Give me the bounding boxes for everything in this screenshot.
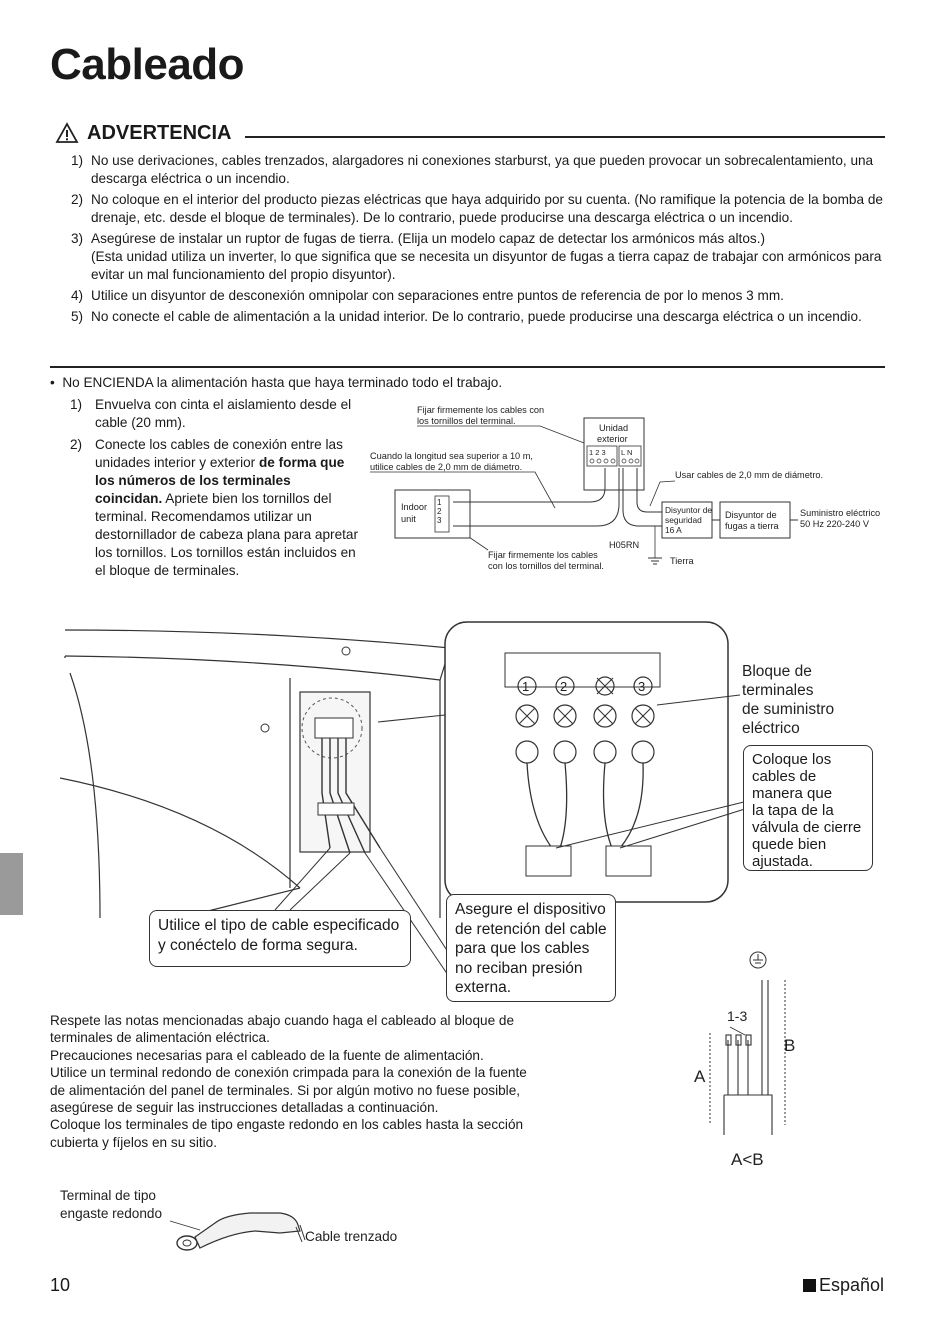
warning-item: 1) No use derivaciones, cables trenzados, alargadores ni conexiones starburst, ya que pueden provocar un sobrecalentamiento, una descarga eléctrica o un incendio. [71,153,874,186]
steps-list [70,396,360,584]
outdoor-terms: 1 2 3 [589,448,606,457]
warning-header [55,122,885,148]
cable-label: Cable trenzado [305,1229,398,1244]
step-item: 1) Envuelva con cinta el aislamiento desde el cable (20 mm). [70,397,352,430]
terminal-label-l2: engaste redondo [60,1206,163,1221]
ground-label: Tierra [670,556,694,566]
use-cables-label: Usar cables de 2,0 mm de diámetro. [675,470,824,480]
strip-label-13: 1-3 [727,1008,748,1024]
terminal-block-l2: terminales [742,682,814,699]
wiring-schematic [365,398,885,580]
warning-item: 5) No conecte el cable de alimentación a la unidad interior. De lo contrario, puede producirse una descarga eléctrica o un incendio. [71,309,862,324]
page-number: 10 [50,1275,71,1295]
warning-item: 3) Asegúrese de instalar un ruptor de fugas de tierra. (Elija un modelo capaz de detectar los armónicos más altos.) (Esta unidad utiliza un inverter, lo que significa que se necesita un disyuntor de fugas a tierra capaz de trabajar con armónicos para evitar un mal funcionamiento del propio disyuntor). [71,231,882,282]
fix-bot-l1: Fijar firmemente los cables [488,550,598,560]
note-paragraph: Utilice un terminal redondo de conexión crimpada para la conexión de la fuente de alimentación del panel de terminales. Si por algún motivo no fuese posible, asegúrese de seguir las instrucciones detalladas a continuación. [50,1065,527,1116]
breaker-l1: Disyuntor de [665,505,713,515]
note-paragraph: Precauciones necesarias para el cableado de la fuente de alimentación. [50,1047,484,1063]
note-paragraph: Respete las notas mencionadas abajo cuando haga el cableado al bloque de terminales de alimentación eléctrica. [50,1013,515,1046]
breaker-l2: seguridad [665,515,702,525]
retention-note-callout: Asegure el dispositivo de retención del cable para que los cables no reciban presión externa. [446,894,616,1002]
term-label: 2 [560,679,568,694]
supply-l1: Suministro eléctrico [800,508,881,518]
wiring-notes [50,1012,530,1151]
strip-label-a: A [694,1067,706,1086]
term-label: 3 [638,679,646,694]
valve-note-callout: Coloque los cables de manera que la tapa de la válvula de cierre quede bien ajustada. [743,745,873,871]
fix-top-l2: los tornillos del terminal. [417,416,516,426]
terminal-block-l1: Bloque de [742,663,812,680]
strip-label-b: B [784,1036,796,1055]
warning-bottom-rule [50,366,885,368]
note-paragraph: Coloque los terminales de tipo engaste redondo en los cables hasta la sección cubierta y fíjelos en su sitio. [50,1117,524,1150]
language-label: Español [803,1275,884,1296]
warning-list [55,152,885,329]
fix-top-l1: Fijar firmemente los cables con [417,405,545,415]
indoor-term: 1 [437,498,442,507]
warning-item: 2) No coloque en el interior del producto piezas eléctricas que haya adquirido por su cuenta. (No ramifique la potencia de la bomba de drenaje, etc. desde el bloque de terminales). De lo contrario, puede producirse una descarga eléctrica o un incendio. [71,192,883,225]
cable-type-label: H05RN [609,540,640,550]
indoor-l1: Indoor [401,502,428,512]
language-square-icon [803,1279,816,1292]
terminal-block-l3: de suministro [742,701,835,718]
terminal-label-l1: Terminal de tipo [60,1188,156,1203]
strip-length-figure [690,945,810,1175]
length-l2: utilice cables de 2,0 mm de diámetro. [370,462,523,472]
strip-relation: A<B [731,1150,764,1169]
page-title: Cableado [50,40,245,89]
outdoor-l1: Unidad [599,423,629,433]
cable-note-callout: Utilice el tipo de cable especificado y conéctelo de forma segura. [149,910,411,967]
term-label: 1 [522,679,530,694]
outdoor-ln: L N [621,448,633,457]
side-tab [0,853,23,915]
indoor-l2: unit [401,514,416,524]
warning-item: 4) Utilice un disyuntor de desconexión omnipolar con separaciones entre puntos de referencia de por lo menos 3 mm. [71,288,784,303]
breaker-l3: 16 A [665,525,682,535]
step-item: 2) Conecte los cables de conexión entre las unidades interior y exterior de forma que los números de los terminales coincidan. Apriete bien los tornillos del terminal. Recomendamos utilizar un destornillador de cabeza plana para apretar los tornillos. Los tornillos están incluidos en el bloque de terminales. [70,437,358,578]
length-l1: Cuando la longitud sea superior a 10 m, [370,451,533,461]
supply-l2: 50 Hz 220-240 V [800,519,869,529]
warning-divider [245,136,885,138]
power-bullet: • No ENCIENDA la alimentación hasta que haya terminado todo el trabajo. [50,375,503,390]
indoor-term: 3 [437,516,442,525]
leak-l2: fugas a tierra [725,521,779,531]
indoor-term: 2 [437,507,442,516]
warning-triangle-icon [55,122,79,144]
warning-heading: ADVERTENCIA [87,122,232,144]
fix-bot-l2: con los tornillos del terminal. [488,561,604,571]
terminal-block-l4: eléctrico [742,720,800,737]
leak-l1: Disyuntor de [725,510,777,520]
outdoor-l2: exterior [597,434,628,444]
crimp-terminal-figure [50,1185,470,1265]
